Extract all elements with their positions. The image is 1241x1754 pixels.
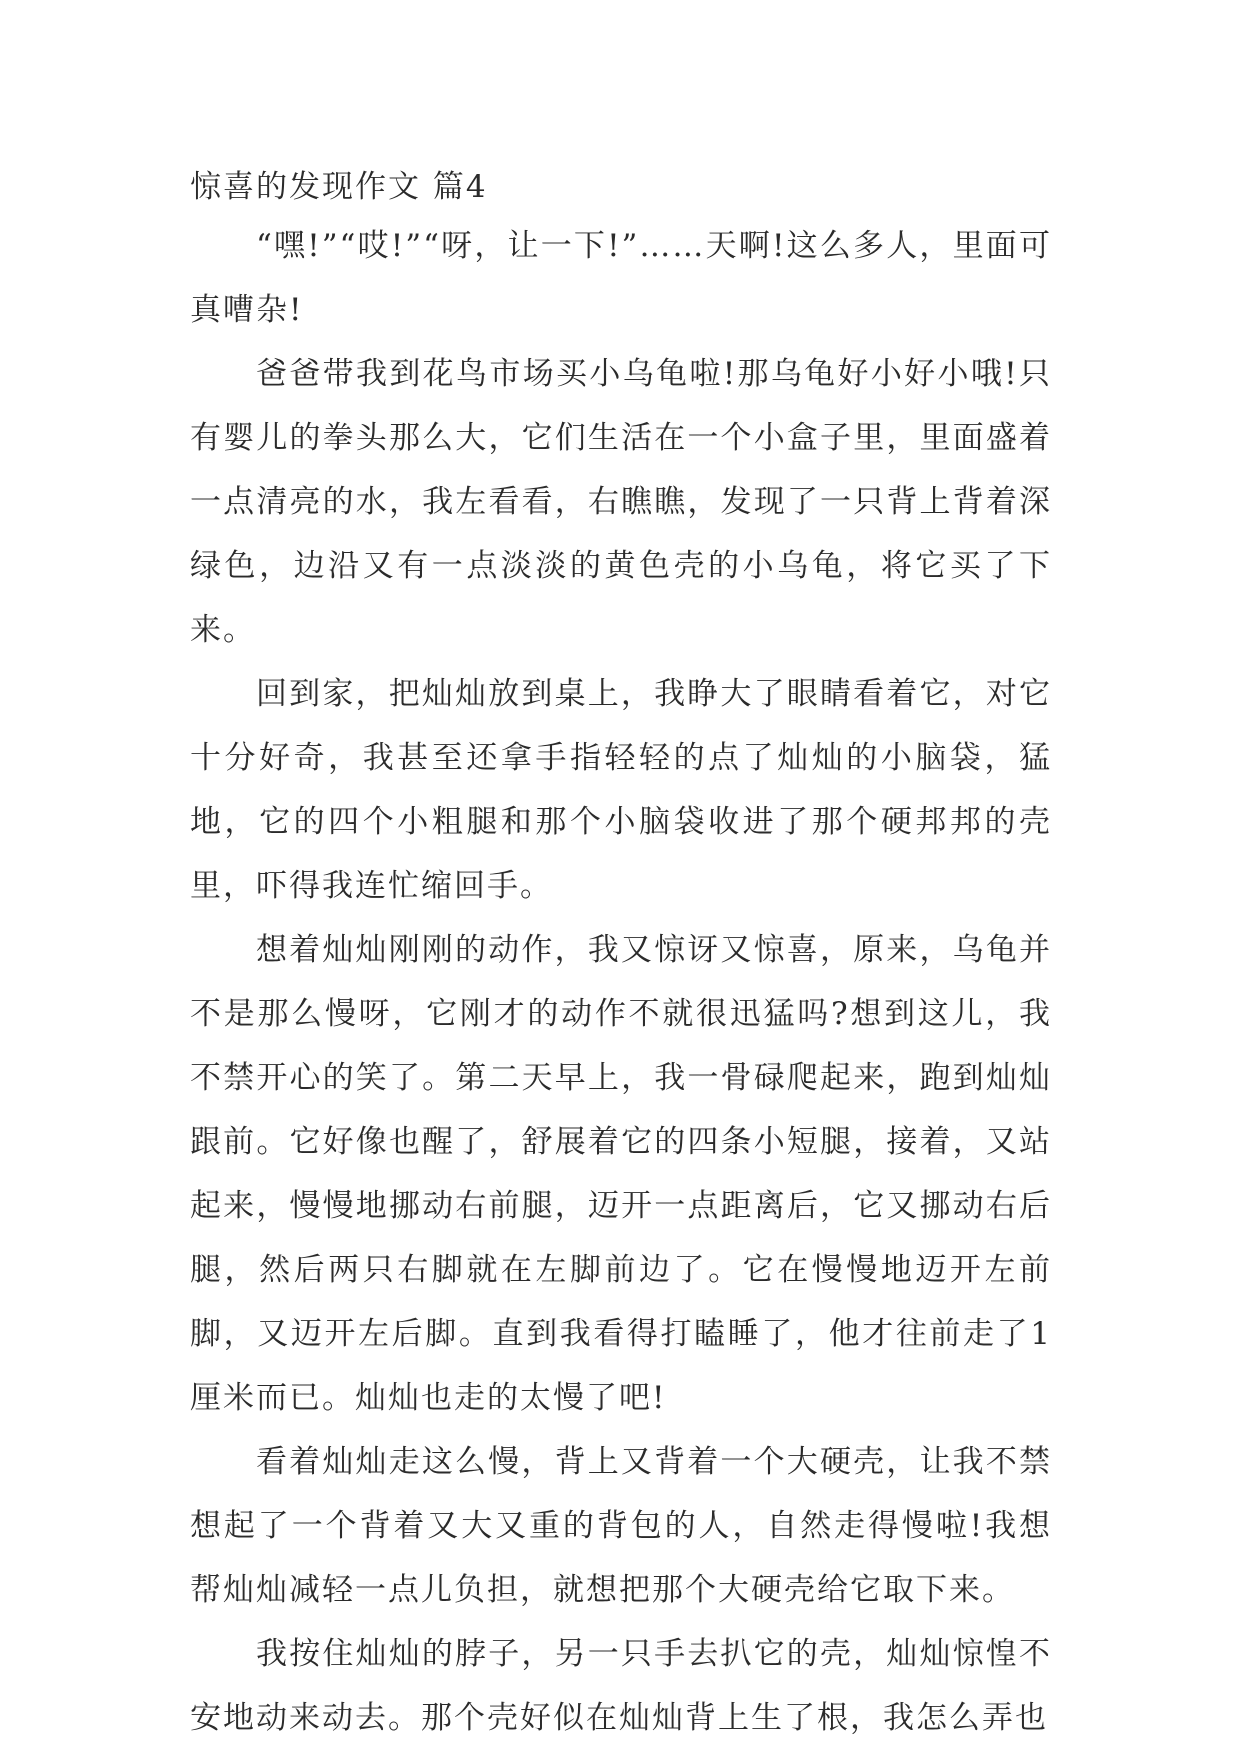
paragraph-4: 想着灿灿刚刚的动作，我又惊讶又惊喜，原来，乌龟并不是那么慢呀，它刚才的动作不就很迅猛吗?想到这儿，我不禁开心的笑了。第二天早上，我一骨碌爬起来，跑到灿灿跟前。它好像也醒了，舒展着它的四条小短腿，接着，又站起来，慢慢地挪动右前腿，迈开一点距离后，它又挪动右后腿，然后两只右脚就在左脚前边了。它在慢慢地迈开左前脚，又迈开左后脚。直到我看得打瞌睡了，他才往前走了1厘米而已。灿灿也走的太慢了吧! [190,932,1052,1416]
paragraph-6: 我按住灿灿的脖子，另一只手去扒它的壳，灿灿惊惶不安地动来动去。那个壳好似在灿灿背上生了根，我怎么弄也 [190,1636,1052,1736]
essay-body [190,160,1052,1750]
paragraph-3: 回到家，把灿灿放到桌上，我睁大了眼睛看着它，对它十分好奇，我甚至还拿手指轻轻的点了灿灿的小脑袋，猛地，它的四个小粗腿和那个小脑袋收进了那个硬邦邦的壳里，吓得我连忙缩回手。 [190,676,1052,904]
essay-title: 惊喜的发现作文 篇4 [190,169,488,205]
paragraph-2: 爸爸带我到花鸟市场买小乌龟啦!那乌龟好小好小哦!只有婴儿的拳头那么大，它们生活在一个小盒子里，里面盛着一点清亮的水，我左看看，右瞧瞧，发现了一只背上背着深绿色，边沿又有一点淡淡的黄色壳的小乌龟，将它买了下来。 [190,356,1052,648]
paragraph-1: “嘿!”“哎!”“呀，让一下!”……天啊!这么多人，里面可真嘈杂! [190,228,1052,328]
paragraph-5: 看着灿灿走这么慢，背上又背着一个大硬壳，让我不禁想起了一个背着又大又重的背包的人，自然走得慢啦!我想帮灿灿减轻一点儿负担，就想把那个大硬壳给它取下来。 [190,1444,1052,1608]
